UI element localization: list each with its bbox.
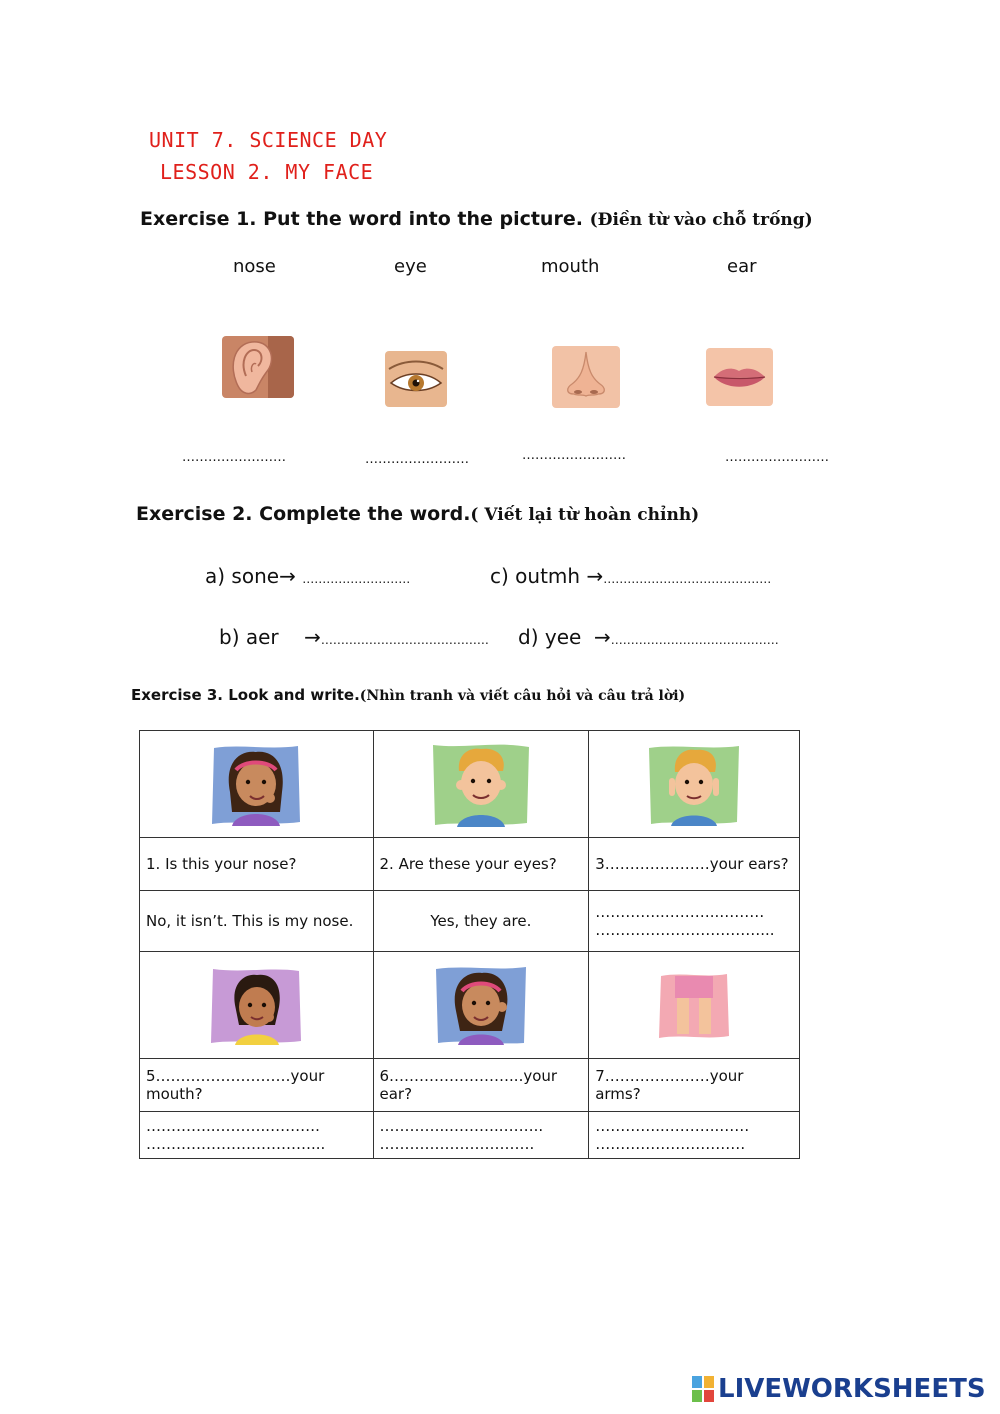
- answer-5[interactable]: [140, 1112, 374, 1159]
- answer-6-line1[interactable]: …………..………..……..: [379, 1117, 544, 1135]
- blank-1[interactable]: ……………………: [182, 450, 286, 465]
- arrow-icon: →: [304, 625, 321, 649]
- question-1: 1. Is this your nose?: [140, 838, 374, 891]
- word-eye: eye: [394, 256, 427, 277]
- answer-7-line2[interactable]: …………………………: [595, 1135, 746, 1153]
- exercise2-title-text: Exercise 2. Complete the word.: [136, 503, 471, 525]
- scramble-b: [219, 625, 489, 649]
- answer-6-line2[interactable]: ………………………….: [379, 1135, 535, 1153]
- word-mouth: mouth: [541, 256, 600, 277]
- scramble-c-line[interactable]: ……………………………………: [603, 572, 772, 586]
- answer-7[interactable]: [589, 1112, 800, 1159]
- picture-cell: [373, 731, 589, 838]
- scramble-a-label: a) sone: [205, 564, 280, 588]
- scramble-a-line[interactable]: ………………………: [302, 572, 411, 586]
- arrow-icon: →: [279, 564, 296, 588]
- exercise3-table: [139, 730, 800, 1159]
- picture-cell: [140, 731, 374, 838]
- answer-3-line2[interactable]: ……………………………...: [595, 921, 775, 939]
- boy-ears-icon: [647, 742, 741, 826]
- boy-eyes-icon: [431, 741, 531, 827]
- mouth-icon: [706, 348, 773, 406]
- blank-3[interactable]: ……………………: [522, 448, 626, 463]
- answer-7-line1[interactable]: …………..………..……: [595, 1117, 750, 1135]
- answer-5-line2[interactable]: ……………………………...: [146, 1135, 326, 1153]
- arrow-icon: →: [586, 564, 604, 588]
- answer-1: No, it isn’t. This is my nose.: [140, 891, 374, 952]
- question-5[interactable]: 5………………………your mouth?: [140, 1059, 374, 1112]
- blank-2[interactable]: ……………………: [365, 452, 469, 467]
- brand-name: LIVEWORKSHEETS: [718, 1374, 986, 1404]
- girl-nose-icon: [210, 742, 302, 826]
- scramble-d-label: d) yee: [518, 625, 582, 649]
- exercise3-title: [131, 686, 685, 704]
- word-ear: ear: [727, 256, 757, 277]
- answer-3-line1[interactable]: …………..………..………: [595, 903, 765, 921]
- exercise3-title-vi: (Nhìn tranh và viết câu hỏi và câu trả lời): [359, 688, 686, 704]
- word-nose: nose: [233, 256, 276, 277]
- blank-4[interactable]: ……………………: [725, 450, 829, 465]
- scramble-c: [490, 564, 771, 588]
- exercise1-title-text: Exercise 1. Put the word into the picture.: [140, 208, 583, 230]
- exercise1-title-vi: (Điền từ vào chỗ trống): [589, 210, 813, 230]
- legs-icon: [657, 970, 731, 1040]
- scramble-b-label: b) aer: [219, 625, 279, 649]
- picture-cell: [373, 952, 589, 1059]
- answer-2: Yes, they are.: [373, 891, 589, 952]
- answer-3[interactable]: [589, 891, 800, 952]
- scramble-d-line[interactable]: ……………………………………: [610, 633, 779, 647]
- scramble-b-line[interactable]: ……………………………………: [320, 633, 489, 647]
- eye-icon: [385, 351, 447, 407]
- lesson-title: LESSON 2. MY FACE: [160, 160, 374, 184]
- scramble-a: [205, 564, 410, 588]
- liveworksheets-logo-icon: [692, 1376, 714, 1402]
- answer-6[interactable]: [373, 1112, 589, 1159]
- unit-title: UNIT 7. SCIENCE DAY: [149, 128, 388, 152]
- picture-cell: [589, 731, 800, 838]
- exercise3-title-text: Exercise 3. Look and write.: [131, 686, 360, 704]
- question-3[interactable]: 3…………………your ears?: [589, 838, 800, 891]
- question-7[interactable]: 7…………………your arms?: [589, 1059, 800, 1112]
- ear-icon: [222, 336, 294, 398]
- brand-logo: [692, 1374, 986, 1404]
- question-2: 2. Are these your eyes?: [373, 838, 589, 891]
- question-6[interactable]: 6……………………...your ear?: [373, 1059, 589, 1112]
- picture-cell: [589, 952, 800, 1059]
- exercise2-title: [136, 503, 699, 525]
- answer-5-line1[interactable]: …………..………..……….: [146, 1117, 320, 1135]
- exercise1-title: [140, 208, 813, 230]
- girl-mouth-icon: [209, 965, 303, 1045]
- picture-cell: [140, 952, 374, 1059]
- scramble-c-label: c) outmh: [490, 564, 581, 588]
- arrow-icon: →: [594, 625, 611, 649]
- exercise2-title-vi: ( Viết lại từ hoàn chỉnh): [470, 505, 700, 525]
- nose-icon: [552, 346, 620, 408]
- girl-ear-icon: [434, 965, 528, 1045]
- scramble-d: [518, 625, 779, 649]
